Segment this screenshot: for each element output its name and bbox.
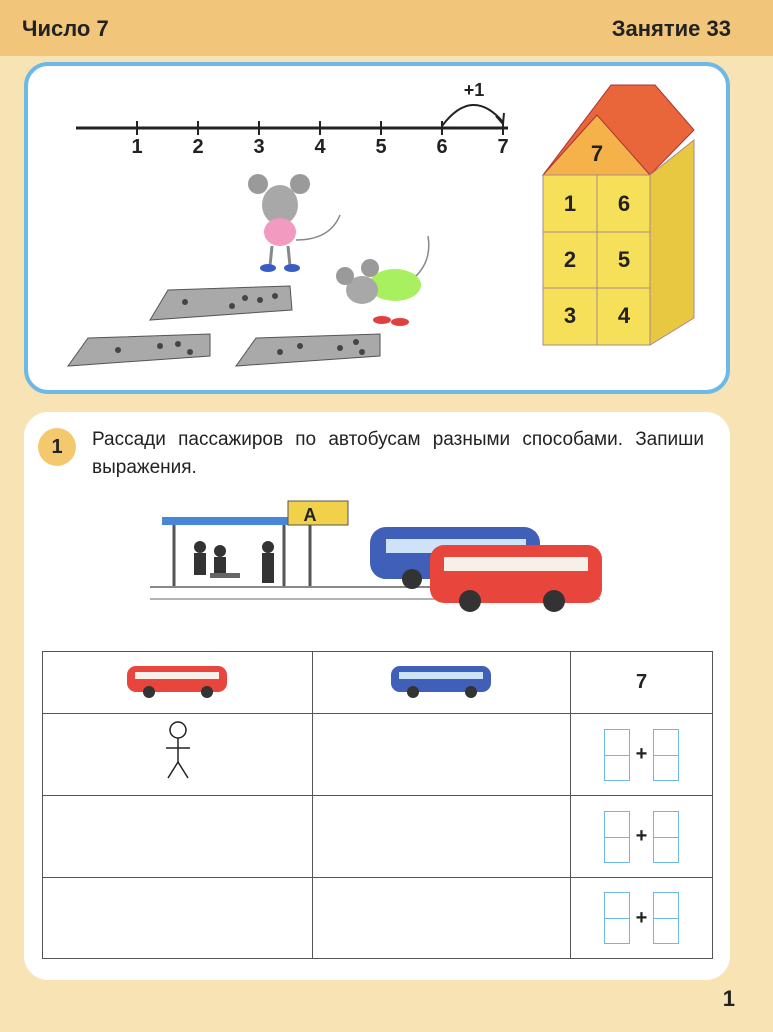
red-bus-icon bbox=[123, 660, 233, 700]
mouse-pink-icon bbox=[248, 174, 340, 272]
tick-label: 5 bbox=[375, 136, 387, 158]
table-row bbox=[43, 796, 713, 878]
passenger-table bbox=[42, 651, 713, 959]
house-roof-number: 7 bbox=[590, 141, 604, 166]
stick-figure-icon bbox=[158, 720, 198, 784]
bus-stop-sign: А bbox=[303, 505, 317, 525]
red-bus-cell[interactable] bbox=[43, 878, 313, 959]
task-instruction: Рассади пассажиров по автобусам разными способами. Запиши выражения. bbox=[92, 429, 704, 478]
house-cell: 6 bbox=[617, 191, 631, 216]
domino-tile-left bbox=[68, 334, 210, 366]
blue-bus-cell[interactable] bbox=[313, 878, 571, 959]
red-bus-column-header bbox=[43, 652, 313, 714]
expression-cell bbox=[571, 714, 713, 796]
mouse-green-icon bbox=[336, 236, 429, 326]
plus-sign: + bbox=[635, 825, 648, 847]
total-column-header: 7 bbox=[571, 652, 713, 714]
blue-bus-cell[interactable] bbox=[313, 714, 571, 796]
jump-arc bbox=[442, 105, 503, 126]
house-cell: 5 bbox=[617, 247, 631, 272]
answer-box[interactable] bbox=[653, 892, 679, 944]
domino-tile-top bbox=[150, 286, 292, 320]
red-bus-cell[interactable] bbox=[43, 714, 313, 796]
tick-label: 2 bbox=[192, 136, 204, 158]
blue-bus-icon bbox=[387, 660, 497, 700]
answer-box[interactable] bbox=[604, 892, 630, 944]
house-cell: 3 bbox=[563, 303, 577, 328]
bus-stop-illustration bbox=[150, 495, 610, 625]
jump-label: +1 bbox=[463, 80, 485, 100]
domino-tile-right bbox=[236, 334, 380, 366]
expression-cell bbox=[571, 878, 713, 959]
tick-label: 4 bbox=[314, 136, 326, 158]
table-row bbox=[43, 878, 713, 959]
house-cell: 2 bbox=[563, 247, 577, 272]
blue-bus-column-header bbox=[313, 652, 571, 714]
table-header-row bbox=[43, 652, 713, 714]
tick-label: 1 bbox=[131, 136, 143, 158]
task-number-badge: 1 bbox=[38, 428, 76, 466]
table-row bbox=[43, 714, 713, 796]
tick-label: 7 bbox=[497, 136, 509, 158]
page-number: 1 bbox=[722, 986, 735, 1011]
house-cell: 1 bbox=[563, 191, 577, 216]
answer-box[interactable] bbox=[653, 811, 679, 863]
answer-box[interactable] bbox=[604, 811, 630, 863]
topic-title: Число 7 bbox=[22, 16, 109, 41]
intro-illustration bbox=[0, 0, 773, 400]
answer-box[interactable] bbox=[604, 729, 630, 781]
lesson-title: Занятие 33 bbox=[611, 16, 731, 41]
tick-label: 3 bbox=[253, 136, 265, 158]
plus-sign: + bbox=[635, 743, 648, 765]
red-bus-icon bbox=[430, 545, 602, 612]
red-bus-cell[interactable] bbox=[43, 796, 313, 878]
plus-sign: + bbox=[635, 906, 648, 929]
house-cell: 4 bbox=[617, 303, 631, 328]
blue-bus-cell[interactable] bbox=[313, 796, 571, 878]
tick-label: 6 bbox=[436, 136, 448, 158]
answer-box[interactable] bbox=[653, 729, 679, 781]
expression-cell bbox=[571, 796, 713, 878]
